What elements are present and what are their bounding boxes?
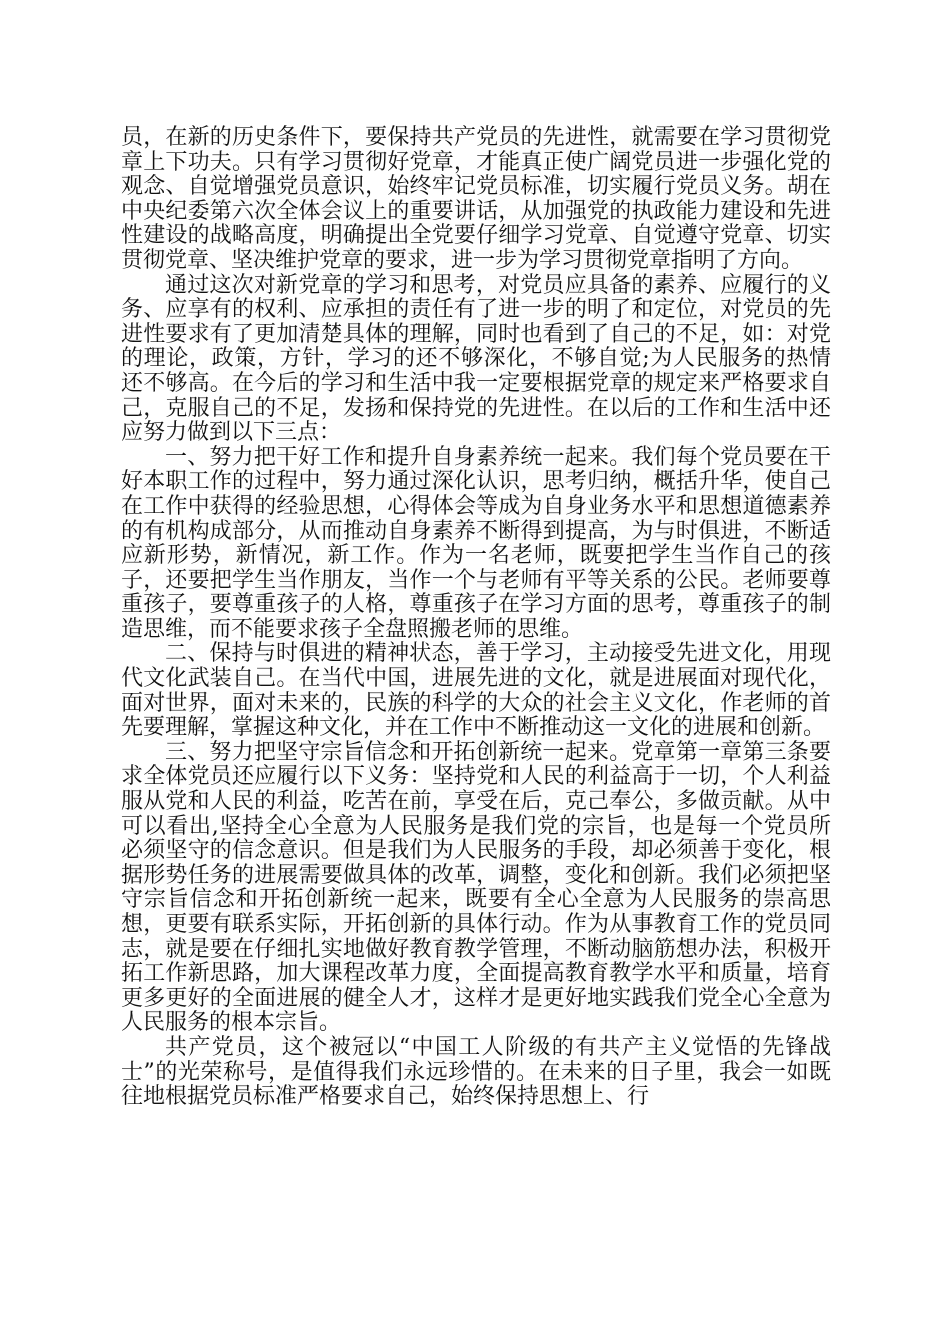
paragraph-5: 三、努力把坚守宗旨信念和开拓创新统一起来。党章第一章第三条要求全体党员还应履行以下义务：坚持党和人民的利益高于一切，个人利益服从党和人民的利益，吃苦在前，享受在后，克己奉公，多做贡献。从中可以看出,坚持全心全意为人民服务是我们党的宗旨，也是每一个党员所必须坚守的信念意识。但是我们为人民服务的手段，却必须善于变化，根据形势任务的进展需要做具体的改革，调整，变化和创新。我们必须把坚守宗旨信念和开拓创新统一起来，既要有全心全意为人民服务的崇高思想，更要有联系实际，开拓创新的具体行动。作为从事教育工作的党员同志，就是要在仔细扎实地做好教育教学管理，不断动脑筋想办法，积极开拓工作新思路，加大课程改革力度，全面提高教育教学水平和质量，培育更多更好的全面进展的健全人才，这样才是更好地实践我们党全心全意为人民服务的根本宗旨。 xyxy=(121,739,831,1036)
paragraph-1: 员，在新的历史条件下，要保持共产党员的先进性，就需要在学习贯彻党章上下功夫。只有学习贯彻好党章，才能真正使广阔党员进一步强化党的观念、自觉增强党员意识，始终牢记党员标准，切实履行党员义务。胡在中央纪委第六次全体会议上的重要讲话，从加强党的执政能力建设和先进性建设的战略高度，明确提出全党要仔细学习党章、自觉遵守党章、切实贯彻党章、坚决维护党章的要求，进一步为学习贯彻党章指明了方向。 xyxy=(121,125,831,273)
paragraph-2: 通过这次对新党章的学习和思考，对党员应具备的素养、应履行的义务、应享有的权利、应承担的责任有了进一步的明了和定位，对党员的先进性要求有了更加清楚具体的理解，同时也看到了自己的不足，如：对党的理论，政策，方针，学习的还不够深化，不够自觉;为人民服务的热情还不够高。在今后的学习和生活中我一定要根据党章的规定来严格要求自己，克服自己的不足，发扬和保持党的先进性。在以后的工作和生活中还应努力做到以下三点： xyxy=(121,272,831,446)
paragraph-6: 共产党员，这个被冠以“中国工人阶级的有共产主义觉悟的先锋战士”的光荣称号，是值得我们永远珍惜的。在未来的日子里，我会一如既往地根据党员标准严格要求自己，始终保持思想上、行 xyxy=(121,1034,831,1110)
document-body xyxy=(121,126,831,1110)
paragraph-3: 一、努力把干好工作和提升自身素养统一起来。我们每个党员要在干好本职工作的过程中，努力通过深化认识，思考归纳，概括升华，使自己在工作中获得的经验思想，心得体会等成为自身业务水平和思想道德素养的有机构成部分，从而推动自身素养不断得到提高，为与时俱进，不断适应新形势，新情况，新工作。作为一名老师，既要把学生当作自己的孩子，还要把学生当作朋友，当作一个与老师有平等关系的公民。老师要尊重孩子，要尊重孩子的人格，尊重孩子在学习方面的思考，尊重孩子的制造思维，而不能要求孩子全盘照搬老师的思维。 xyxy=(121,444,831,642)
paragraph-4: 二、保持与时俱进的精神状态，善于学习，主动接受先进文化，用现代文化武装自己。在当代中国，进展先进的文化，就是进展面对现代化，面对世界，面对未来的，民族的科学的大众的社会主义文化，作老师的首先要理解，掌握这种文化，并在工作中不断推动这一文化的进展和创新。 xyxy=(121,641,831,741)
